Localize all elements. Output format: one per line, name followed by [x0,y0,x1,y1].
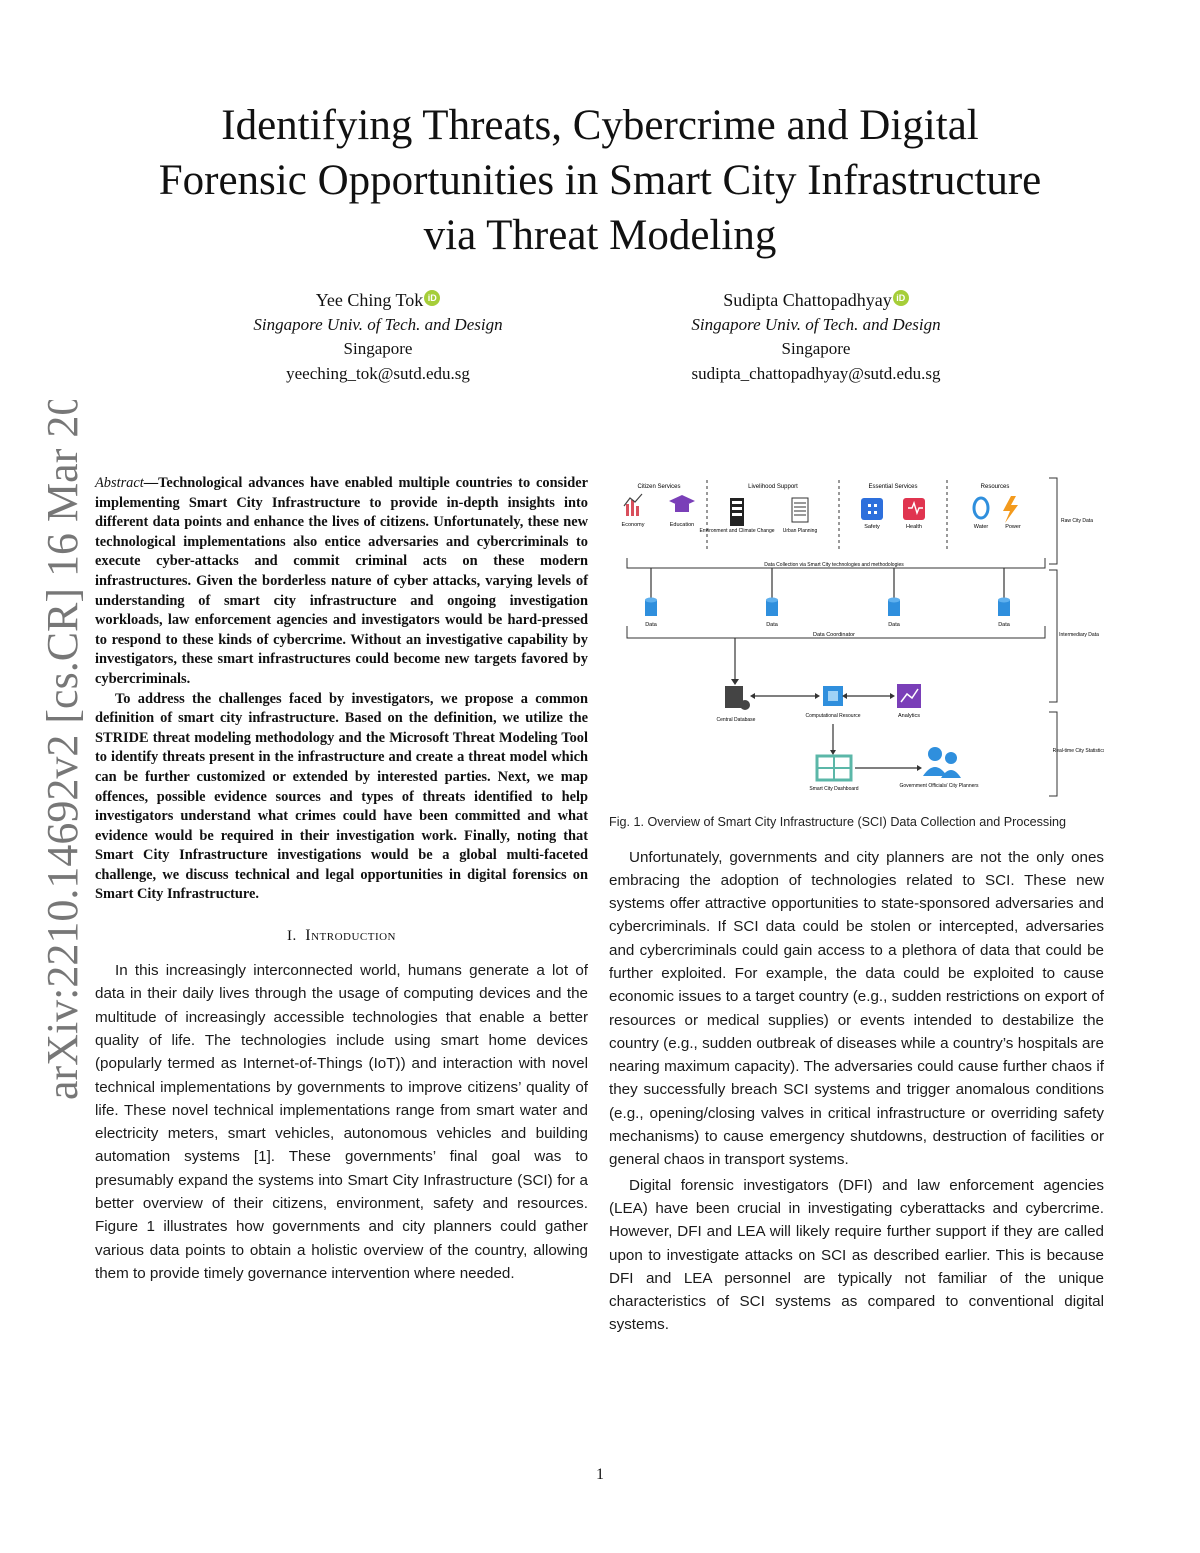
health-icon [903,498,925,520]
data-label: Data [645,622,657,628]
group-livelihood-support: Livelihood Support [748,484,798,490]
right-column [609,474,1104,1337]
database-icon [766,598,778,617]
dashboard-label: Smart City Dashboard [809,786,859,792]
arxiv-id-text: arXiv:2210.14692v2 [cs.CR] 16 Mar 2023 [38,400,85,1100]
author-affiliation: Singapore Univ. of Tech. and Design [253,314,503,334]
icon-label-water: Water [973,524,989,530]
education-icon [669,495,695,512]
page-number: 1 [596,1466,604,1483]
data-label: Data [888,622,900,628]
group-citizen-services: Citizen Services [637,484,681,490]
database-icon [888,598,900,617]
side-label-raw: Raw City Data [1061,518,1093,524]
group-resources: Resources [980,484,1010,490]
icon-label-health: Health [906,524,922,530]
author-email[interactable]: yeeching_tok@sutd.edu.sg [286,363,470,383]
cpu-icon [823,686,843,706]
title-line-2: Forensic Opportunities in Smart City Infrastructure [158,157,1042,204]
database-icon [645,598,657,617]
author-location: Singapore [781,339,851,358]
officials-icon [923,747,961,778]
author-name: Yee Ching Tok [315,290,424,310]
data-label: Data [766,622,778,628]
intro-paragraph-1: In this increasingly interconnected world, humans generate a lot of data in their daily lives through the usage of computing devices and the multitude of increasingly accessible technologies that enable a better quality of life. The technologies include using smart home devices (popularly termed as Internet-of-Things (IoT)) and interaction with novel technical implementations by governments to improve citizens’ quality of life. These novel technical implementations range from smart water and electricity meters, smart vehicles, autonomous vehicles and building automation systems [1]. These governments’ final goal was to presumably expand the systems into Smart City Infrastructure (SCI) for a better overview of their citizens, environment, safety and resources. Figure 1 illustrates how governments and city planners could gather various data points to obtain a holistic overview of the country, allowing them to provide timely governance intervention where needed. [95,962,588,1282]
figure-caption: Fig. 1. Overview of Smart City Infrastructure (SCI) Data Collection and Processing [609,815,1067,829]
paper-title [60,98,1140,263]
section-heading [95,927,588,945]
section-number: I. [286,928,297,945]
safety-icon [861,498,883,520]
icon-label-education: Education [669,522,695,528]
title-line-1: Identifying Threats, Cybercrime and Digital [221,102,979,149]
environment-icon [730,498,744,526]
author-block-2 [606,288,1026,386]
abstract-dash: — [143,475,159,491]
officials-label: Government Officials/ City Planners [899,783,979,789]
icon-label-safety: Safety [864,524,880,530]
analytics-icon [897,684,921,708]
dashboard-icon [817,756,851,780]
economy-icon [624,494,642,516]
orcid-icon[interactable]: iD [893,290,909,306]
title-line-3: via Threat Modeling [423,212,777,259]
author-name: Sudipta Chattopadhyay [723,290,892,310]
right-paragraph-2: Digital forensic investigators (DFI) and law enforcement agencies (LEA) have been crucial in investigating cyberattacks and cybercrime. However, DFI and LEA will likely require further support if they are called upon to investigate attacks on SCI as described earlier. This is because DFI and LEA personnel are typically not familiar of the unique characteristics of SCI systems as compared to conventional digital systems. [609,1176,1104,1334]
analytics-label: Analytics [897,713,921,719]
author-affiliation: Singapore Univ. of Tech. and Design [691,314,941,334]
compute-label: Computational Resource [805,713,861,719]
central-database-icon [725,686,750,710]
central-db-label: Central Database [716,717,756,723]
abstract-paragraph-2: To address the challenges faced by investigators, we propose a common definition of smart city infrastructure. Based on the definition, we utilize the STRIDE threat modeling methodology and the Microsoft Threat Modeling Tool to identify threats present in the infrastructure and create a threat model which can be further customized or extended by interested parties. Next, we map offences, possible evidence sources and types of threats identified to help investigators understand what crimes could have been committed and what evidence would be required in their investigation work. Finally, noting that Smart City Infrastructure investigations would be a global multi-faceted challenge, we discuss technical and legal opportunities in digital forensics on Smart City Infrastructure. [95,690,588,903]
orcid-icon[interactable]: iD [424,290,440,306]
author-email[interactable]: sudipta_chattopadhyay@sutd.edu.sg [691,363,941,383]
database-icon [998,598,1010,617]
abstract-lead: Abstract [95,475,144,491]
side-label-intermediary: Intermediary Data [1059,632,1099,638]
arxiv-identifier [25,400,85,1110]
left-column [95,474,588,1285]
right-paragraph-1: Unfortunately, governments and city planners are not the only ones embracing the adoption of technologies related to SCI. These new systems offer attractive opportunities to state-sponsored adversaries and cybercriminals. If SCI data could be stolen or intercepted, adversaries and cybercriminals could gain access to a plethora of data that could be further exploited. For example, the data could be exploited to cause economic issues to a target country (e.g., sudden restrictions on export of resources or medical supplies) or events intended to destabilize the country (e.g., sudden outbreak of diseases while a country’s hospitals are nearing maximum capacity). The adversaries could cause further chaos if they successfully breach SCI systems and trigger anomalous conditions (e.g., opening/closing valves in critical infrastructure or overriding safety mechanisms) to cause emergency shutdowns, destruction of facilities or general chaos in transport systems. [609,848,1104,1169]
section-title: Introduction [305,927,397,945]
icon-label-environment: Environment and Climate Change [699,528,775,534]
author-block-1 [168,288,588,386]
data-label: Data [998,622,1010,628]
power-icon [1003,496,1018,523]
icon-label-urban-planning: Urban Planning [782,528,818,534]
coordinator-label: Data Coordinator [813,632,855,638]
water-icon [974,498,988,518]
figure-1 [609,474,1104,804]
group-essential-services: Essential Services [868,484,918,490]
urban-planning-icon [792,498,808,522]
author-location: Singapore [343,339,413,358]
icon-label-economy: Economy [621,522,645,528]
icon-label-power: Power [1005,524,1021,530]
side-label-realtime: Real-time City Statistics [1052,748,1104,754]
collection-label: Data Collection via Smart City technologies and methodologies [764,562,904,568]
abstract-paragraph-1: Technological advances have enabled multiple countries to consider implementing Smart City Infrastructure to provide in-depth insights into different data points and enhance the lives of citizens. Unfortunately, these new technological implementations also entice adversaries and cybercriminals to execute cyber-attacks and commit criminal acts on these modern infrastructures. Given the borderless nature of cyber attacks, varying levels of understanding of smart city infrastructure and ongoing investigation workloads, law enforcement agencies and investigators would be hard-pressed to respond to these kinds of cybercrime. Without an investigative capability by investigators, these smart infrastructures could become new targets favored by cybercriminals. [95,475,588,687]
abstract [95,474,588,905]
